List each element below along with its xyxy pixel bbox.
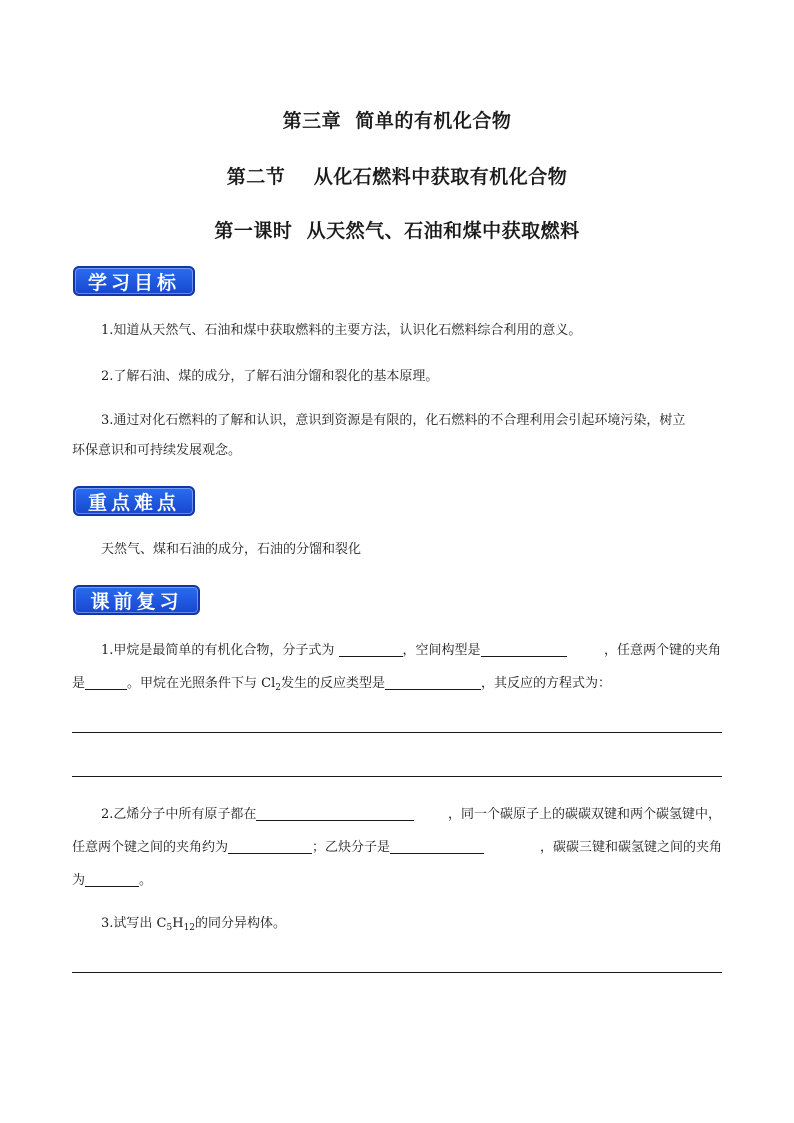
answer-blank-formula[interactable] <box>339 642 403 657</box>
answer-blank-ethylene-angle[interactable] <box>228 839 312 854</box>
answer-blank-plane[interactable] <box>256 806 414 821</box>
answer-line-3[interactable] <box>72 972 722 973</box>
key-points-badge: 重点难点 <box>73 486 195 516</box>
objective-3: 3.通过对化石燃料的了解和认识，意识到资源是有限的，化石燃料的不合理利用会引起环境污染，树立 <box>101 413 686 428</box>
q2-text-b: ，同一个碳原子上的碳碳双键和两个碳氢键中， <box>447 807 721 822</box>
answer-blank-reaction-type[interactable] <box>385 675 481 690</box>
q2-text-c: 任意两个键之间的夹角约为 ；乙炔分子是 <box>72 831 484 865</box>
answer-line-2[interactable] <box>72 776 722 777</box>
review-q1-line1 <box>101 634 721 668</box>
q1-text-a: 1.甲烷是最简单的有机化合物，分子式为 ，空间构型是 <box>101 634 567 668</box>
objectives-badge: 学习目标 <box>73 266 195 296</box>
q2-text-a: 2.乙烯分子中所有原子都在 <box>101 798 414 832</box>
answer-blank-structure[interactable] <box>481 642 567 657</box>
chapter-title: 第三章 简单的有机化合物 <box>282 110 512 132</box>
key-points-text: 天然气、煤和石油的成分，石油的分馏和裂化 <box>101 542 362 557</box>
review-q2-line3: 为 。 <box>72 873 153 888</box>
review-q3: 3.试写出 $C_5H_{12}$的同分异构体。 <box>101 916 287 933</box>
answer-blank-angle[interactable] <box>85 675 127 690</box>
lesson-title: 第一课时 从天然气、石油和煤中获取燃料 <box>214 220 580 242</box>
objective-2: 2.了解石油、煤的成分，了解石油分馏和裂化的基本原理。 <box>101 369 439 384</box>
review-badge: 课前复习 <box>73 585 200 615</box>
answer-blank-acetylene-angle[interactable] <box>85 872 139 887</box>
review-q2-line2 <box>72 831 722 865</box>
q1-text-c: ，任意两个键的夹角 <box>603 643 721 658</box>
section-title: 第二节 从化石燃料中获取有机化合物 <box>226 166 568 188</box>
review-q1-line2: 是 。甲烷在光照条件下与 $Cl_2$发生的反应类型是 ，其反应的方程式为： <box>72 676 612 693</box>
answer-blank-acetylene-shape[interactable] <box>390 839 484 854</box>
objective-1: 1.知道从天然气、石油和煤中获取燃料的主要方法，认识化石燃料综合利用的意义。 <box>101 323 582 338</box>
answer-line-1[interactable] <box>72 732 722 733</box>
review-q2-line1 <box>101 798 721 832</box>
q2-text-e: ，碳碳三键和碳氢键之间的夹角 <box>539 840 722 855</box>
objective-3-continued: 环保意识和可持续发展观念。 <box>72 443 242 458</box>
